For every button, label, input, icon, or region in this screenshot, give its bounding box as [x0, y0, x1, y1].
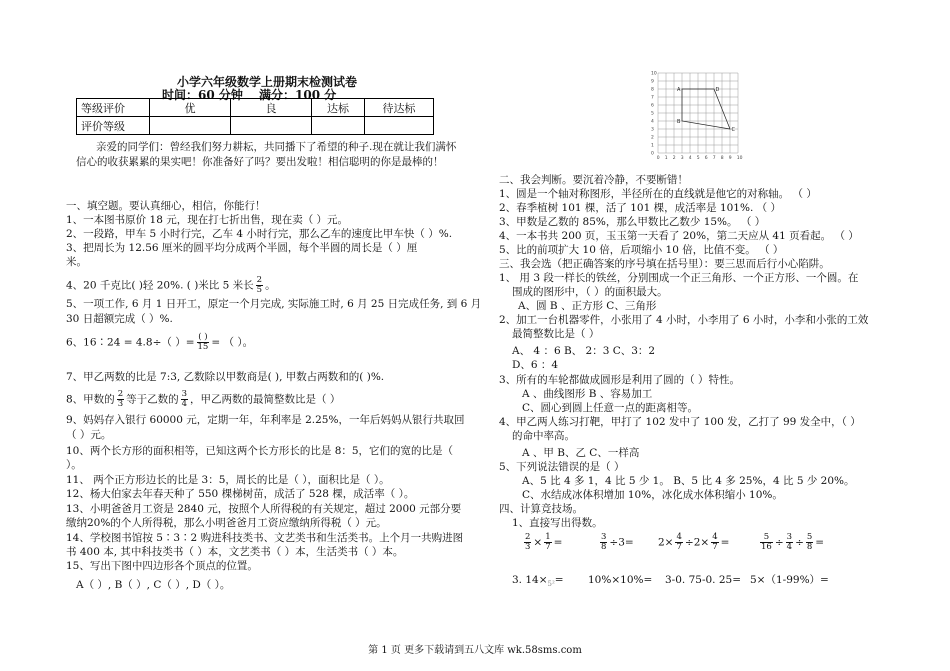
section-calc-heading: 四、计算竞技场。	[499, 503, 583, 515]
vertex-label: D	[715, 87, 720, 93]
x-tick-label: 0	[656, 156, 660, 161]
x-tick-label: 4	[688, 156, 692, 161]
intro-line: 亲爱的同学们：曾经我们努力耕耘，共同播下了希望的种子.现在就让我们满怀	[96, 141, 457, 153]
x-tick-label: 1	[664, 156, 668, 161]
question-12: 12、杨大伯家去年春天种了 550 棵梯树苗，成活了 528 棵，成活率（ ）。	[66, 488, 415, 500]
question-1: 1、一本图书原价 18 元，现在打七折出售，现在卖（ ）元。	[66, 214, 349, 226]
question-9-cont: （ ）元。	[66, 429, 112, 441]
judge-4: 4、一本书共 200 页，玉玉第一天看了 20%，第二天应从 41 页看起。 （ ）	[499, 230, 859, 242]
fraction: $\frac{2}{5}$	[256, 275, 263, 295]
question-13: 13、小明爸爸月工资是 2840 元，按照个人所得税的有关规定，超过 2000 元部分要	[66, 503, 462, 515]
fraction: $\frac{1}{7}$	[545, 532, 551, 552]
x-tick-label: 5	[696, 156, 700, 161]
choice-5: 5、下列说法错误的是（ ）	[499, 461, 625, 473]
fraction: $\frac{3}{8}$	[601, 532, 607, 552]
x-tick-label: 7	[712, 156, 716, 161]
exam-title: 小学六年级数学上册期末检测试卷	[177, 75, 358, 89]
fraction: $\frac{3}{4}$	[786, 532, 793, 552]
x-tick-label: 9	[728, 156, 732, 161]
section-fill-heading: 一、填空题。要认真细心，相信，你能行！	[66, 200, 266, 212]
calc-item: 2× $\frac{4}{7}$ ÷2× $\frac{4}{7}$ =	[658, 532, 730, 552]
y-tick-label: 8	[651, 87, 654, 93]
choice-3-options: A 、曲线图形 B 、容易加工	[522, 388, 653, 400]
question-10: 10、两个长方形的面积相等，已知这两个长方形长的比是 8：5，它们的宽的比是（	[66, 445, 454, 457]
choice-5-option-c: C、水结成冰体积增加 10%，冰化成水体积缩小 10%。	[522, 489, 783, 501]
question-5: 5、一项工作, 6 月 1 日开工，原定一个月完成, 实际施工时, 6 月 25 日完成任务, 到 6 月	[66, 298, 482, 310]
grade-input-cell[interactable]	[150, 117, 231, 135]
choice-2: 2、加工一台机器零件，小张用了 4 小时，小李用了 6 小时，小李和小张的工效	[499, 314, 869, 326]
y-tick-label: 6	[651, 103, 654, 109]
y-tick-label: 1	[651, 143, 654, 149]
question-15-answers: A（ ）, B（ ）, C（ ）, D（ ）。	[76, 579, 231, 591]
choice-2-cont: 最简整数比是（ ）	[512, 328, 600, 340]
coordinate-grid	[648, 68, 758, 163]
section-choice-heading: 三、我会选（把正确答案的序号填在括号里）：要三思而后行小心陷阱。	[499, 258, 830, 270]
grade-cell: 评价等级	[77, 117, 150, 135]
question-4-text: 4、20 千克比( )轻 20%. ( )米比 5 米长	[66, 279, 254, 292]
fraction: $\frac{4}{7}$	[712, 532, 718, 552]
choice-3: 3、所有的车轮都做成圆形是利用了圆的（ ）特性。	[499, 374, 741, 386]
question-14: 14、学校图书馆按 5∶3∶2 购进科技类书、文艺类书和生活类书。上个月一共购进图	[66, 532, 464, 544]
grade-cell: 达标	[312, 99, 365, 117]
x-tick-label: 3	[680, 156, 684, 161]
grade-cell: 等级评价	[77, 99, 150, 117]
question-3: 3、把周长为 12.56 厘米的圆平均分成两个半圆，每个半圆的周长是（ ）厘	[66, 242, 418, 254]
question-13-cont: 缴纳20%的个人所得税，那么小明爸爸月工资应缴纳所得税（ ）元。	[66, 517, 387, 529]
question-2: 2、一段路，甲车 5 小时行完，乙车 4 小时行完，那么乙车的速度比甲车快（ ）%.	[66, 228, 453, 240]
judge-5: 5、比的前项扩大 10 倍，后项缩小 10 倍，比值不变。 （ ）	[499, 244, 784, 256]
grade-table	[76, 98, 434, 135]
choice-2-option-d: D、6 ：4	[512, 359, 559, 371]
question-8: 8、甲数的 $\frac{2}{3}$ 等于乙数的 $\frac{3}{4}$ ，甲乙两数的最简整数比是（ ）	[66, 389, 341, 409]
question-9: 9、妈妈存入银行 60000 元，定期一年，年利率是 2.25%，一年后妈妈从银行共取回	[66, 414, 465, 426]
question-11: 11、 两个正方形边长的比是 3：5，周长的比是（ ），面积比是（ ）。	[66, 474, 390, 486]
judge-1: 1、圆是一个轴对称图形，半径所在的直线就是他它的对称轴。 （ ）	[499, 188, 817, 200]
y-tick-label: 4	[651, 119, 654, 125]
vertex-label: A	[677, 87, 681, 93]
vertex-label: C	[731, 127, 735, 133]
intro-line: 信心的收获累累的果实吧！你准备好了吗？要出发啦！相信聪明的你是最棒的！	[76, 156, 444, 168]
calc-item: $\frac{2}{3}$ × $\frac{1}{7}$ =	[525, 532, 563, 552]
fraction: $\frac{( )}{15}$	[197, 332, 209, 352]
question-7: 7、甲乙两数的比是 7:3, 乙数除以甲数商是( ), 甲数占两数和的( )%.	[66, 371, 385, 383]
grade-cell: 优	[150, 99, 231, 117]
y-tick-label: 10	[651, 71, 657, 77]
calc-item: 3. $14\times_{5^2}=$	[512, 574, 564, 589]
x-tick-label: 6	[704, 156, 708, 161]
section-judge-heading: 二、我会判断。要沉着冷静，不要断错！	[499, 174, 688, 186]
grade-input-cell[interactable]	[312, 117, 365, 135]
x-tick-label: 8	[720, 156, 724, 161]
choice-4-options: A 、甲 B、乙 C、一样高	[522, 447, 640, 459]
question-5-cont: 30 日超额完成（ ）%.	[66, 313, 173, 325]
judge-2: 2、春季植树 101 棵，活了 101 棵，成活率是 101%. （ ）	[499, 202, 781, 214]
exam-time: 时间：60 分钟	[162, 88, 243, 102]
calc-item: 3-0. 75-0. 25=	[665, 574, 742, 586]
choice-1-options: A、圆 B 、正方形 C、三角形	[518, 300, 657, 312]
calc-item: 10%×10%=	[588, 574, 653, 586]
x-tick-label: 10	[736, 156, 743, 161]
grade-cell: 良	[231, 99, 312, 117]
page-footer: 第 1 页 更多下载请到五八文库 wk.58sms.com	[368, 645, 582, 656]
fraction: $\frac{2}{3}$	[525, 532, 531, 552]
y-tick-label: 9	[651, 79, 654, 85]
calc-item: $\frac{5}{16}$ ÷ $\frac{3}{4}$ ÷ $\frac{5}{8}$ =	[761, 532, 825, 552]
y-tick-label: 3	[651, 127, 654, 133]
judge-3: 3、甲数是乙数的 85%，那么甲数比乙数少 15%。 （ ）	[499, 216, 766, 228]
question-15: 15、写出下图中四边形各个顶点的位置。	[66, 560, 258, 572]
vertex-label: B	[677, 119, 681, 125]
fraction: $\frac{4}{7}$	[676, 532, 682, 552]
x-tick-label: 2	[672, 156, 676, 161]
question-10-cont: ）。	[66, 459, 82, 471]
question-3-cont: 米。	[66, 256, 87, 268]
choice-1-cont: 围成的图形中，（ ）的面积最大。	[512, 286, 668, 298]
fraction: $\frac{2}{3}$	[117, 389, 124, 409]
y-tick-label: 7	[651, 95, 654, 101]
question-14-cont: 书 400 本, 其中科技类书（ ）本，文艺类书（ ）本，生活类书（ ）本。	[66, 546, 404, 558]
y-tick-label: 5	[651, 111, 654, 117]
calc-subheading: 1、直接写出得数。	[512, 517, 603, 529]
y-tick-label: 0	[651, 151, 654, 157]
choice-3-option-c: C、圆心到圆上任意一点的距离相等。	[522, 402, 699, 414]
calc-item: 5×（1-99%）=	[750, 574, 829, 586]
question-4: 4、20 千克比( )轻 20%. ( )米比 5 米长 $\frac{2}{5}$ 。	[66, 275, 276, 295]
fraction: $\frac{5}{16}$	[761, 532, 772, 552]
choice-5-options: A、5 比 4 多 1，4 比 5 少 1。 B、5 比 4 多 25%，4 比 5 少 20%。	[522, 475, 855, 487]
choice-2-options: A、 4 ：6 B、 2：3 C、3：2	[512, 345, 656, 357]
question-6: 6、16∶24 = 4.8÷（ ）= $\frac{( )}{15}$ = （ ）。	[66, 332, 254, 352]
fraction: $\frac{3}{4}$	[181, 389, 188, 409]
fraction: $\frac{5}{8}$	[806, 532, 813, 552]
y-tick-label: 2	[651, 135, 654, 141]
grade-cell: 待达标	[365, 99, 434, 117]
choice-1: 1、 用 3 段一样长的铁丝，分别围成一个正三角形、一个正方形、一个圆。在	[499, 272, 859, 284]
exam-score: 满分：100 分	[259, 88, 337, 102]
grade-input-cell[interactable]	[365, 117, 434, 135]
grade-input-cell[interactable]	[231, 117, 312, 135]
calc-item: $\frac{3}{8}$ ÷3=	[601, 532, 634, 552]
choice-4-cont: 的命中率高。	[512, 430, 575, 442]
choice-4: 4、甲乙两人练习打靶，甲打了 102 发中了 100 发，乙打了 99 发全中，（ ）	[499, 416, 861, 428]
